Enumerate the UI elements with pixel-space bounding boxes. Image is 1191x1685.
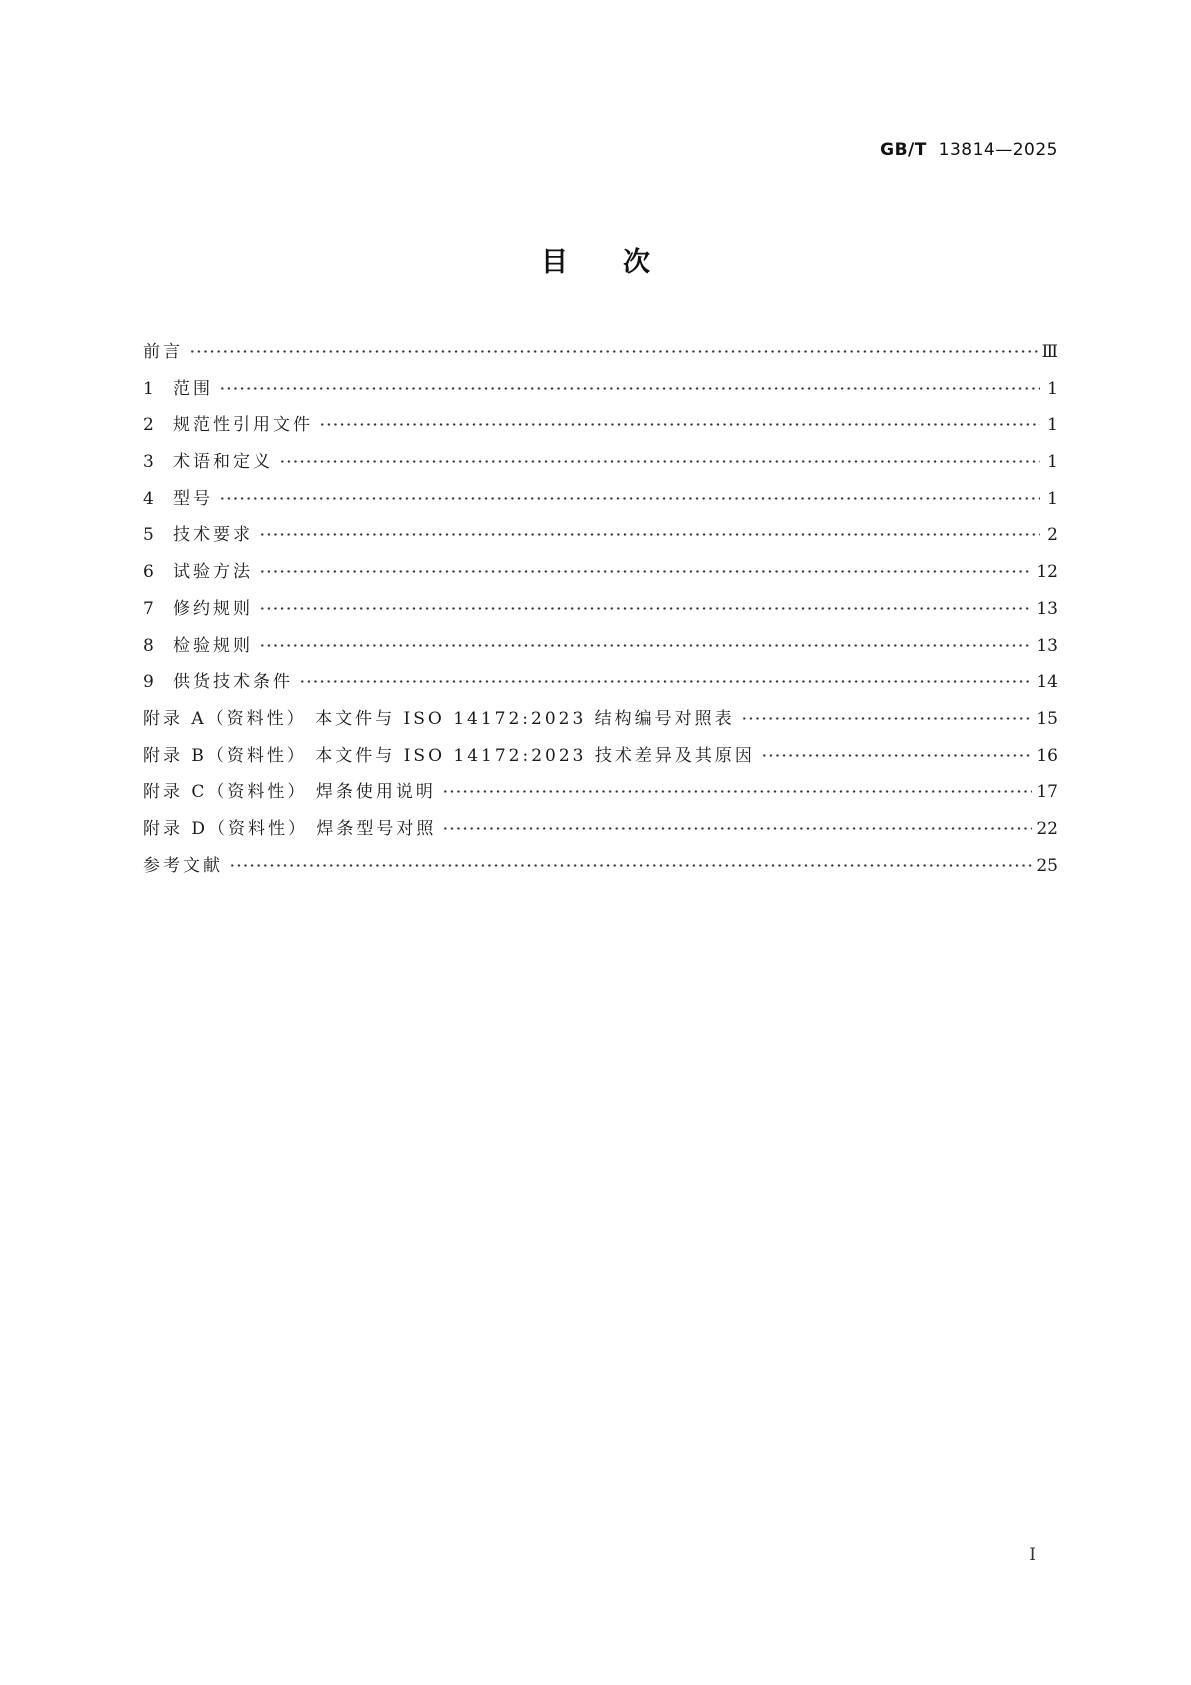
toc-entry-page: 2 [1047,525,1058,546]
toc-entry-page: 17 [1036,782,1058,803]
toc-dot-leader [319,423,1040,426]
toc-entry-label: 范围 [173,378,213,399]
page-number: I [1029,1545,1036,1565]
toc-entry-label: 附录 C（资料性） 焊条使用说明 [143,782,436,803]
toc-entry-annex-a[interactable] [143,704,1058,741]
toc-entry-label: 附录 D（资料性） 焊条型号对照 [143,818,437,839]
toc-entry-page: 13 [1036,598,1058,619]
toc-dot-leader [299,680,1032,683]
toc-entry-label: 技术要求 [173,525,253,546]
toc-dot-leader [442,827,1032,830]
toc-entry-label: 检验规则 [173,635,253,656]
standard-code-prefix: GB/T [880,140,927,160]
toc-dot-leader [741,717,1033,720]
toc-entry-label: 型号 [173,488,213,509]
toc-entry-label: 供货技术条件 [173,672,293,693]
toc-entry-number: 8 [143,635,154,656]
toc-entry-annex-d[interactable] [143,814,1058,851]
toc-entry-bibliography[interactable] [143,851,1058,888]
toc-dot-leader [279,460,1040,463]
toc-entry-7[interactable] [143,594,1058,631]
toc-entry-8[interactable] [143,631,1058,668]
toc-dot-leader [219,387,1040,390]
toc-entry-number: 5 [143,525,154,546]
toc-dot-leader [259,644,1032,647]
toc-dot-leader [229,864,1032,867]
toc-entry-label: 参考文献 [143,855,223,876]
toc-entry-label: 试验方法 [173,562,253,583]
toc-entry-annex-b[interactable] [143,741,1058,778]
toc-entry-page: 25 [1036,855,1058,876]
toc-dot-leader [189,350,1038,353]
toc-entry-page: 15 [1036,708,1058,729]
toc-entry-label: 规范性引用文件 [173,415,313,436]
toc-entry-9[interactable] [143,667,1058,704]
toc-entry-number: 3 [143,452,154,473]
toc-entry-2[interactable] [143,410,1058,447]
toc-entry-page: 22 [1036,818,1058,839]
toc-entry-page: 1 [1047,378,1058,399]
toc-entry-page: 14 [1036,672,1058,693]
toc-entry-page: 16 [1036,745,1058,766]
toc-entry-page: 13 [1036,635,1058,656]
toc-entry-page: 1 [1047,488,1058,509]
toc-entry-label: 前言 [143,342,183,362]
standard-code-number: 13814—2025 [938,140,1058,160]
toc-entry-annex-c[interactable] [143,777,1058,814]
toc-entry-number: 4 [143,488,154,509]
toc-dot-leader [259,607,1032,610]
toc-entry-page: Ⅲ [1041,342,1058,362]
toc-dot-leader [259,570,1032,573]
toc-entry-number: 6 [143,562,154,583]
toc-dot-leader [442,790,1033,793]
toc-entry-number: 7 [143,598,154,619]
page-title: 目次 [541,247,705,278]
toc-entry-number: 9 [143,672,154,693]
toc-dot-leader [219,497,1040,500]
toc-entry-page: 1 [1047,452,1058,473]
toc-entry-page: 12 [1036,562,1058,583]
toc-entry-number: 2 [143,415,154,436]
toc-entry-label: 术语和定义 [173,452,273,473]
toc-entry-number: 1 [143,378,154,399]
toc-entry-4[interactable] [143,484,1058,521]
toc-entry-label: 修约规则 [173,598,253,619]
toc-entry-label: 附录 B（资料性） 本文件与 ISO 14172:2023 技术差异及其原因 [143,745,755,766]
toc-dot-leader [259,533,1040,536]
toc-entry-6[interactable] [143,557,1058,594]
toc-entry-preface[interactable] [143,337,1058,374]
toc-entry-5[interactable] [143,520,1058,557]
toc-entry-label: 附录 A（资料性） 本文件与 ISO 14172:2023 结构编号对照表 [143,708,735,729]
toc-dot-leader [761,754,1032,757]
toc-entry-3[interactable] [143,447,1058,484]
toc-entry-1[interactable] [143,374,1058,411]
table-of-contents [143,337,1058,887]
standard-code [880,140,1058,160]
toc-entry-page: 1 [1047,415,1058,436]
